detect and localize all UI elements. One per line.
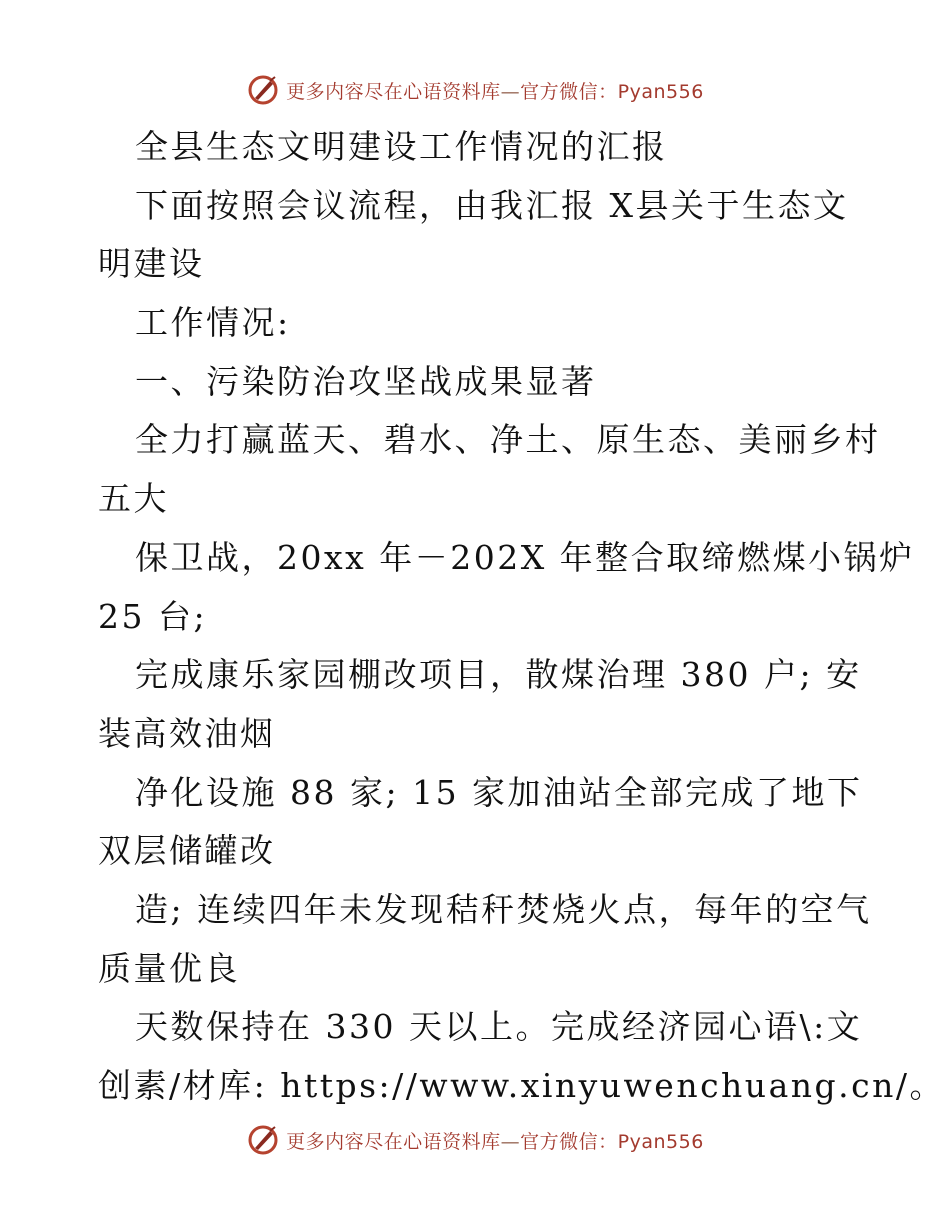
watermark-dash: — [500,1130,521,1153]
document-line: 25 台; [98,596,208,636]
watermark-text [286,1127,704,1154]
document-line: 下面按照会议流程，由我汇报 X县关于生态文 [135,185,849,225]
watermark-contact-text: 官方微信：Pyan556 [520,1130,704,1153]
watermark-banner-bottom [0,1120,950,1160]
document-line: 完成康乐家园棚改项目，散煤治理 380 户; 安 [135,655,862,695]
document-line: 全力打赢蓝天、碧水、净土、原生态、美丽乡村 [135,420,881,460]
document-body [98,118,945,1116]
quill-circle-icon [246,1123,280,1157]
document-line: 一、污染防治攻坚战成果显著 [135,361,597,401]
document-line: 造; 连续四年未发现秸秆焚烧火点，每年的空气 [135,889,872,929]
document-line: 全县生态文明建设工作情况的汇报 [135,127,668,166]
quill-circle-icon [246,73,280,107]
watermark-main-text: 更多内容尽在心语资料库 [286,1130,501,1153]
document-line: 质量优良 [98,948,240,988]
watermark-text [286,77,704,104]
document-line: 双层储罐改 [98,831,276,871]
watermark-main-text: 更多内容尽在心语资料库 [286,80,501,103]
document-line: 五大 [98,479,169,519]
document-line: 天数保持在 330 天以上。完成经济园心语\:文 [135,1007,863,1047]
document-line: 净化设施 88 家; 15 家加油站全部完成了地下 [135,772,863,812]
document-line: 装高效油烟 [98,713,276,753]
document-line: 工作情况: [135,303,291,343]
document-line: 保卫战，20xx 年－202X 年整合取缔燃煤小锅炉 [135,537,915,577]
document-line: 创素/材库: https://www.xinyuwenchuang.cn/。 [98,1066,945,1105]
document-line: 明建设 [98,244,205,284]
watermark-banner-top [0,70,950,110]
watermark-dash: — [500,80,521,103]
watermark-contact-text: 官方微信：Pyan556 [520,80,704,103]
